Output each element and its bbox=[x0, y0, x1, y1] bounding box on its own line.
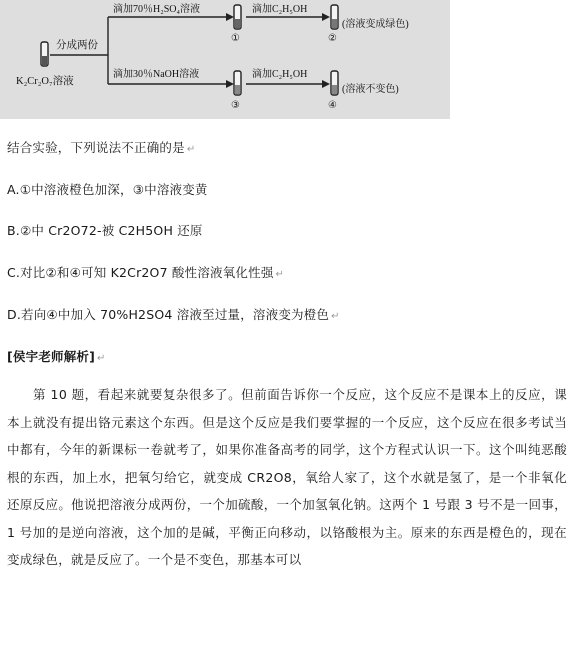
option-b bbox=[7, 221, 203, 239]
analysis-header-text: [侯宇老师解析] bbox=[7, 349, 96, 364]
paragraph-mark-icon: ↵ bbox=[186, 144, 196, 155]
analysis-header bbox=[7, 347, 106, 365]
lower-ethanol-label: 滴加C₂H₅OH bbox=[252, 69, 308, 80]
option-a bbox=[7, 180, 208, 198]
option-c bbox=[7, 263, 284, 281]
paragraph-mark-icon: ↵ bbox=[275, 269, 285, 280]
option-b-text: B.②中 Cr2O72-被 C2H5OH 还原 bbox=[7, 223, 203, 238]
tube-label-2: ② bbox=[328, 33, 337, 44]
lower-reagent-label: 滴加30％NaOH溶液 bbox=[113, 69, 200, 80]
question-stem bbox=[7, 138, 195, 156]
reagent-label: K₂Cr₂O₇溶液 bbox=[16, 76, 74, 87]
paragraph-mark-icon: ↵ bbox=[331, 311, 340, 322]
experiment-diagram bbox=[0, 0, 450, 119]
lower-result-label: (溶液不变色) bbox=[342, 84, 399, 95]
option-c-text: C.对比②和④可知 K2Cr2O7 酸性溶液氧化性强 bbox=[7, 265, 274, 280]
upper-ethanol-label: 滴加C₂H₅OH bbox=[252, 4, 308, 15]
split-label: 分成两份 bbox=[56, 40, 98, 51]
test-tube-2 bbox=[331, 5, 338, 29]
experiment-flow-diagram bbox=[0, 0, 450, 119]
test-tube-start bbox=[41, 42, 48, 66]
test-tube-3 bbox=[234, 71, 241, 95]
paragraph-mark-icon: ↵ bbox=[97, 353, 106, 364]
test-tube-1 bbox=[234, 5, 241, 29]
upper-result-label: (溶液变成绿色) bbox=[342, 19, 409, 30]
option-d-text: D.若向④中加入 70%H2SO4 溶液至过量，溶液变为橙色 bbox=[7, 307, 330, 322]
test-tube-4 bbox=[331, 71, 338, 95]
tube-label-4: ④ bbox=[328, 100, 337, 111]
question-stem-text: 结合实验，下列说法不正确的是 bbox=[7, 140, 185, 155]
option-a-text: A.①中溶液橙色加深，③中溶液变黄 bbox=[7, 182, 208, 197]
tube-label-1: ① bbox=[231, 33, 240, 44]
analysis-body: 第 10 题，看起来就要复杂很多了。但前面告诉你一个反应，这个反应不是课本上的反应，课本上就没有提出铬元素这个东西。但是这个反应是我们要掌握的一个反应，这个反应在很多考试当中都有，今年的新课标一卷就考了，如果你准备高考的同学，这个方程式认识一下。这个叫纯恶酸根的东西，加上水，把氧匀给它，就变成 CR2O8，氧给人家了，这个水就是氢了，是一个非氧化还原反应。他说把溶液分成两份，一个加硫酸，一个加氢氧化钠。这两个 1 号跟 3 号不是一回事，1 号加的是逆向溶液，这个加的是碱，平衡正向移动，以铬酸根为主。原来的东西是橙色的，现在变成绿色，就是反应了。一个是不变色，那基本可以 bbox=[7, 387, 567, 567]
upper-reagent-label: 滴加70％H₂SO₄溶液 bbox=[113, 4, 200, 15]
tube-label-3: ③ bbox=[231, 100, 240, 111]
option-d bbox=[7, 305, 340, 323]
